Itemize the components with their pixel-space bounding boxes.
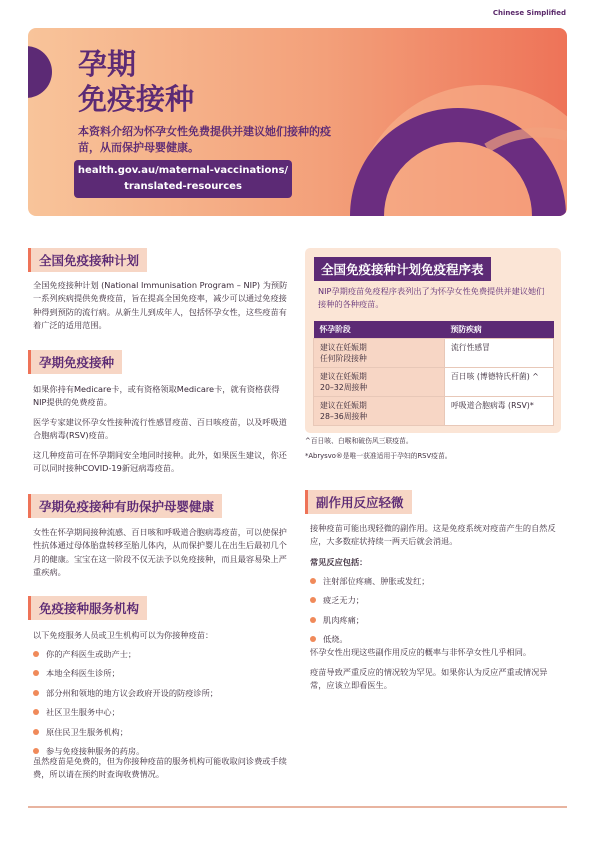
list-item: 你的产科医生或助产士； (33, 648, 289, 661)
nip-body: 全国免疫接种计划 (National Immunisation Program – NIP) 为预防一系列疾病提供免费疫苗，旨在提高全国免疫率，减少可以通过免疫接种得到预防的流行病。从新生儿到成年人，包括怀孕女性，这些疫苗有着广泛的适用范围。 (33, 280, 288, 331)
footnote-rsv: *Abrysvo®是唯一获准适用于孕妇的RSV疫苗。 (305, 452, 452, 460)
resources-link-button[interactable] (74, 160, 292, 198)
stage-cell (314, 397, 445, 426)
providers-list (33, 648, 289, 764)
col-header-stage: 怀孕阶段 (314, 321, 445, 339)
schedule-box (305, 248, 561, 433)
stage-cell (314, 368, 445, 397)
table-row (314, 339, 554, 368)
url-line-1: health.gov.au/maternal-vaccinations/ (77, 165, 289, 176)
pregnancy-p2: 医学专家建议怀孕女性接种流行性感冒疫苗、百日咳疫苗，以及呼吸道合胞病毒(RSV)疫苗。 (33, 417, 287, 441)
side-effects-list (310, 575, 562, 653)
list-item: 疲乏无力； (310, 594, 562, 607)
stage-line: 建议在妊娠期 (320, 401, 367, 410)
hero-subtitle: 本资料介绍为怀孕女性免费提供并建议她们接种的疫苗，从而保护母婴健康。 (78, 125, 331, 154)
list-item: 本地全科医生诊所； (33, 667, 289, 680)
nip-heading: 全国免疫接种计划 (28, 248, 147, 272)
stage-line: 任何阶段接种 (320, 354, 367, 363)
providers-note: 虽然疫苗是免费的，但为你接种疫苗的服务机构可能收取问诊费或手续费，所以请在预约时查询收费情况。 (33, 756, 287, 780)
footnote-pertussis: ^百日咳、白喉和破伤风三联疫苗。 (305, 437, 413, 445)
list-item: 肌肉疼痛； (310, 614, 562, 627)
side-effects-p2: 怀孕女性出现这些副作用反应的概率与非怀孕女性几乎相同。 (310, 647, 532, 657)
list-item: 注射部位疼痛、肿胀或发红； (310, 575, 562, 588)
pregnancy-p1: 如果你持有Medicare卡，或有资格领取Medicare卡，就有资格获得NIP提供的免费疫苗。 (33, 384, 280, 408)
stage-line: 28–36周接种 (320, 412, 368, 421)
pregnancy-heading: 孕期免疫接种 (28, 350, 122, 374)
protect-heading: 孕期免疫接种有助保护母婴健康 (28, 494, 222, 518)
side-effects-p3: 疫苗导致严重反应的情况较为罕见。如果你认为反应严重或情况异常，应该立即看医生。 (310, 667, 548, 691)
stage-line: 建议在妊娠期 (320, 343, 367, 352)
protect-body: 女性在怀孕期间接种流感、百日咳和呼吸道合胞病毒疫苗，可以使保护性抗体通过母体胎盘转移至胎儿体内，从而保护婴儿在出生后最初几个月的健康。宝宝在这一阶段不仅无法予以免疫接种，而且最容易染上严重疾病。 (33, 527, 287, 578)
side-effects-heading: 副作用反应轻微 (305, 490, 412, 514)
table-row (314, 397, 554, 426)
side-effects-p1: 接种疫苗可能出现轻微的副作用。这是免疫系统对疫苗产生的自然反应，大多数症状持续一两天后就会消退。 (310, 523, 556, 547)
list-item: 参与免疫接种服务的药房。 (33, 745, 289, 758)
disease-cell: 呼吸道合胞病毒 (RSV)* (445, 397, 554, 426)
disease-cell: 百日咳 (博德特氏杆菌) ^ (445, 368, 554, 397)
stage-cell (314, 339, 445, 368)
disease-cell: 流行性感冒 (445, 339, 554, 368)
table-row (314, 368, 554, 397)
language-label: Chinese Simplified (492, 9, 566, 17)
list-item: 低烧。 (310, 633, 562, 646)
stage-line: 20–32周接种 (320, 383, 368, 392)
hero-banner (28, 28, 567, 216)
title-line-1: 孕期 (78, 47, 137, 81)
pregnancy-p3: 这几种疫苗可在怀孕期间安全地同时接种。此外，如果医生建议，你还可以同时接种COVID-19新冠病毒疫苗。 (33, 450, 287, 474)
list-item: 原住民卫生服务机构； (33, 726, 289, 739)
table-header-row (314, 321, 554, 339)
side-effects-list-title: 常见反应包括： (310, 557, 368, 567)
schedule-intro: NIP孕期疫苗免疫程序表列出了为怀孕女性免费提供并建议她们接种的各种疫苗。 (318, 286, 545, 309)
providers-intro: 以下免疫服务人员或卫生机构可以为你接种疫苗： (33, 630, 214, 640)
list-item: 部分州和领地的地方议会政府开设的防疫诊所； (33, 687, 289, 700)
page-title (78, 47, 194, 117)
url-line-2: translated-resources (124, 181, 242, 192)
stage-line: 建议在妊娠期 (320, 372, 367, 381)
vaccine-schedule-table (313, 321, 554, 426)
list-item: 社区卫生服务中心； (33, 706, 289, 719)
providers-heading: 免疫接种服务机构 (28, 596, 147, 620)
title-line-2: 免疫接种 (78, 82, 195, 116)
footer-divider (28, 806, 567, 808)
schedule-heading: 全国免疫接种计划免疫程序表 (314, 257, 491, 281)
col-header-disease: 预防疾病 (445, 321, 554, 339)
